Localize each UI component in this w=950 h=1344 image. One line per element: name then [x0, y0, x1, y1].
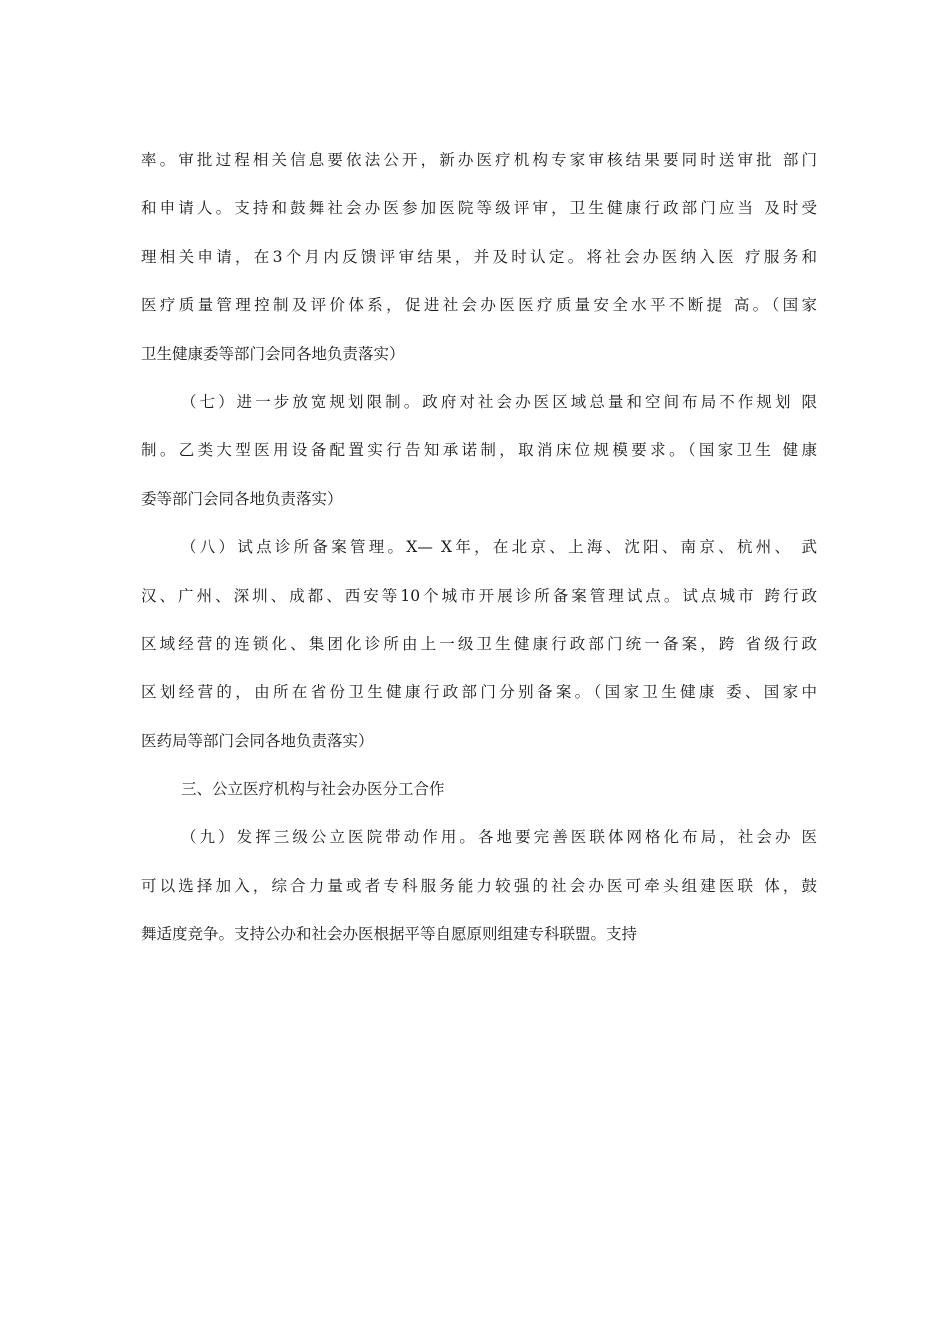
text-line: 汉、广州、深圳、成都、西安等10个城市开展诊所备案管理试点。试点城市 跨行政 [141, 586, 817, 605]
text-line: 区划经营的，由所在省份卫生健康行政部门分别备案。（国家卫生健康 委、国家中 [141, 683, 817, 702]
text-line: 制。乙类大型医用设备配置实行告知承诺制，取消床位规模要求。（国家卫生 健康 [141, 441, 817, 460]
text-line: 舞适度竞争。支持公办和社会办医根据平等自愿原则组建专科联盟。支持 [141, 925, 638, 944]
text-line: 率。审批过程相关信息要依法公开，新办医疗机构专家审核结果要同时送审批 部门 [141, 151, 817, 169]
text-line: 理相关申请，在3个月内反馈评审结果，并及时认定。将社会办医纳入医 疗服务和 [141, 247, 817, 266]
paragraph-start-line: （七）进一步放宽规划限制。政府对社会办医区域总量和空间布局不作规划 限 [181, 392, 817, 411]
text-line: 区域经营的连锁化、集团化诊所由上一级卫生健康行政部门统一备案，跨 省级行政 [141, 634, 817, 653]
document-body [141, 136, 817, 959]
section-heading: 三、公立医疗机构与社会办医分工合作 [181, 780, 445, 799]
text-line: 委等部门会同各地负责落实） [141, 489, 343, 508]
paragraph-start-line: （九）发挥三级公立医院带动作用。各地要完善医联体网格化布局，社会办 医 [181, 828, 817, 847]
text-line: 和申请人。支持和鼓舞社会办医参加医院等级评审，卫生健康行政部门应当 及时受 [141, 199, 817, 218]
paragraph-start-line: （八）试点诊所备案管理。X— X年，在北京、上海、沈阳、南京、杭州、 武 [181, 538, 817, 557]
text-line: 卫生健康委等部门会同各地负责落实） [141, 344, 405, 363]
text-line: 医药局等部门会同各地负责落实） [141, 731, 374, 750]
text-line: 可以选择加入，综合力量或者专科服务能力较强的社会办医可牵头组建医联 体，鼓 [141, 876, 817, 895]
text-line: 医疗质量管理控制及评价体系，促进社会办医医疗质量安全水平不断提 高。（国家 [141, 296, 817, 315]
